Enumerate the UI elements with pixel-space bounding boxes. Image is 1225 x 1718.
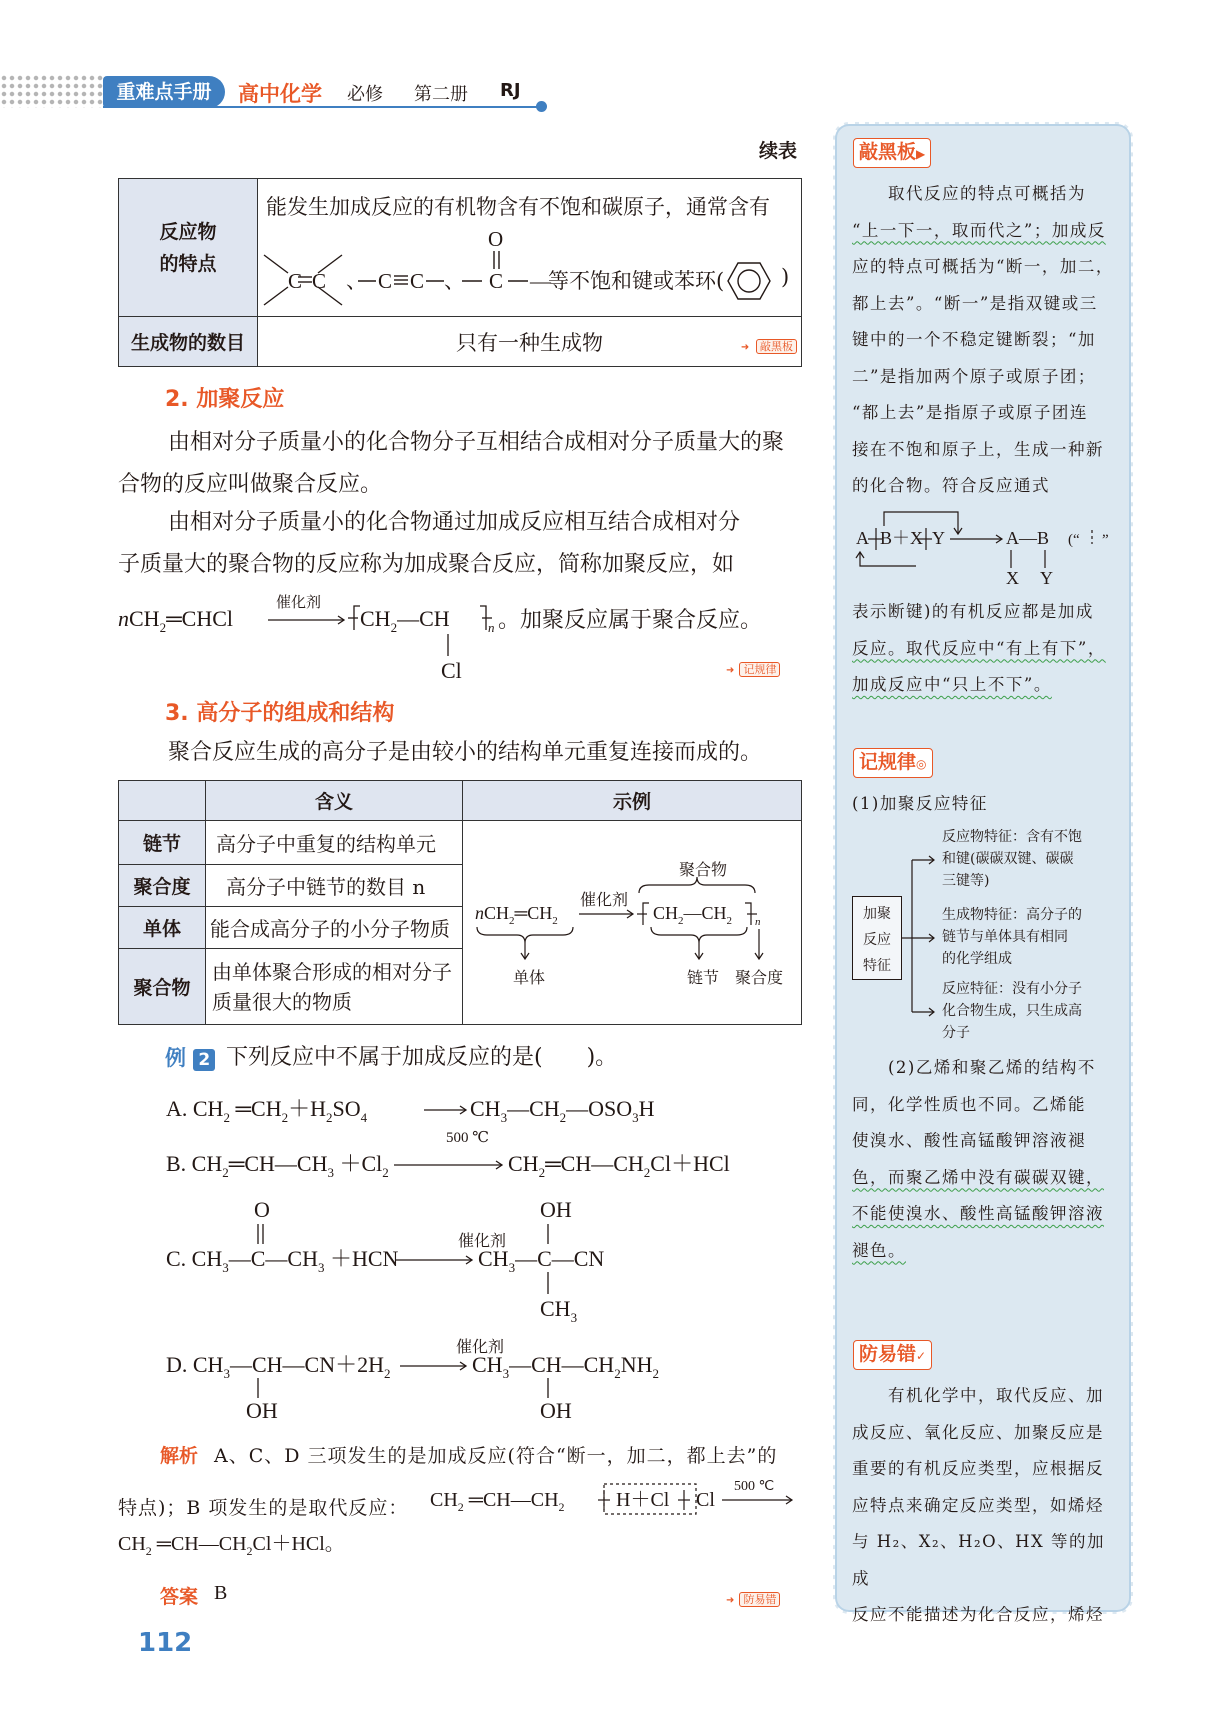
polymer-label: 聚合物 bbox=[679, 860, 728, 879]
example-word: 例 bbox=[165, 1046, 186, 1070]
svg-text:X: X bbox=[1006, 568, 1019, 588]
s2-branch-reactant bbox=[942, 826, 1120, 892]
arrow-icon: ➜ bbox=[726, 665, 735, 676]
product-count-cell bbox=[258, 317, 802, 367]
tag-label: 记规律 bbox=[739, 662, 780, 677]
svg-text:nCH2═CH2: $nCH_2═CH_2$ bbox=[475, 903, 558, 927]
svg-text:OH: OH bbox=[540, 1197, 572, 1222]
degree-label: 聚合度 bbox=[735, 968, 784, 987]
reactant-header-line1: 反应物 bbox=[159, 220, 217, 243]
sidebar-s1-text bbox=[852, 176, 1120, 505]
term-polymer-desc: 由单体聚合形成的相对分子质量很大的物质 bbox=[206, 949, 463, 1025]
example-header: 示例 bbox=[463, 781, 802, 821]
header-rule-dot bbox=[536, 101, 547, 112]
analysis-equation-part1 bbox=[428, 1476, 798, 1516]
svg-text:B＋X: B＋X bbox=[880, 528, 924, 548]
catalyst-label: 催化剂 bbox=[580, 890, 629, 909]
svg-text:CH2—CH2: $CH_2—CH_2$ bbox=[653, 903, 733, 927]
s2-sub1: (1)加聚反应特征 bbox=[852, 794, 988, 813]
s1-after-line: 反应。取代反应中“有上有下”， bbox=[852, 638, 1106, 658]
answer-value: B bbox=[214, 1582, 228, 1604]
catalyst-label-d: 催化剂 bbox=[456, 1337, 505, 1356]
section-2-tail: 。加聚反应属于聚合反应。 bbox=[498, 608, 763, 633]
analysis-label: 解析 bbox=[160, 1445, 199, 1467]
analysis-equation-part2 bbox=[118, 1524, 418, 1560]
play-icon: ▶ bbox=[916, 147, 926, 161]
s1-line: 的化合物。符合反应通式 bbox=[852, 476, 1050, 495]
section-2-para2-line2: 子质量大的聚合物的反应称为加成聚合反应，简称加聚反应，如 bbox=[118, 552, 735, 577]
svg-text:C. CH3—C—CH3 ＋HCN: C. $CH_3—C—CH_3 +HCN$ bbox=[166, 1246, 399, 1275]
svg-text:Y: Y bbox=[1040, 568, 1053, 588]
polymerization-example-diagram bbox=[463, 821, 803, 1019]
section-2-para1: 由相对分子质量小的化合物分子互相结合成相对分子质量大的聚合物的反应叫做聚合反应。 bbox=[118, 430, 785, 497]
svg-text:CH2 ═CH—CH2Cl＋HCl。: $CH_2$ $═CH—CH_2Cl+HCl$。 bbox=[118, 1533, 345, 1558]
s2-box-line: 加聚 bbox=[863, 906, 891, 922]
svg-text:A. CH2 ═CH2＋H2SO4: A. $CH_2$ $═CH_2+H_2SO_4$ bbox=[166, 1096, 368, 1125]
svg-text:CH2═CH—CH2Cl＋HCl: $CH_2═CH—CH_2Cl+HCl$ bbox=[508, 1151, 730, 1180]
s1-line: 键中的一个不稳定键断裂；“加 bbox=[852, 330, 1096, 349]
s2-line: (2)乙烯和聚乙烯的结构不 bbox=[852, 1058, 1096, 1077]
svg-text:CH2—CH: $CH_2—CH$ bbox=[360, 606, 450, 635]
s1-line: 取代反应的特点可概括为 bbox=[852, 184, 1086, 203]
s2-branch-line: 分子 bbox=[942, 1025, 970, 1041]
s2-box-line: 反应 bbox=[863, 932, 891, 948]
svg-text:500 ℃: 500 ℃ bbox=[734, 1479, 775, 1494]
svg-text:(“: (“ bbox=[1068, 532, 1080, 548]
section-3-title: 3. 高分子的组成和结构 bbox=[165, 701, 395, 726]
term-polymer: 聚合物 bbox=[119, 949, 206, 1025]
s2-line: 褪色。 bbox=[852, 1240, 906, 1260]
margin-ref-tag[interactable] bbox=[726, 1588, 780, 1607]
s2-line: 同，化学性质也不同。乙烯能 bbox=[852, 1094, 1086, 1114]
s1-line: 二”是指加两个原子或原子团； bbox=[852, 366, 1096, 386]
sidebar-title-text: 防易错 bbox=[859, 1343, 917, 1365]
sidebar-title-text: 敲黑板 bbox=[859, 141, 917, 163]
term-monomer-desc: 能合成高分子的小分子物质 bbox=[206, 907, 463, 949]
reactant-feature-close: ) bbox=[781, 265, 790, 289]
svg-text:OH: OH bbox=[246, 1398, 278, 1422]
svg-text:D. CH3—CH—CN＋2H2: D. $CH_3—CH—CN+2H_2$ bbox=[166, 1352, 391, 1381]
s2-line: 色，而聚乙烯中没有碳碳双键， bbox=[852, 1167, 1104, 1187]
s1-line: 应的特点可概括为“断一，加二， bbox=[852, 257, 1114, 276]
svg-text:nCH2═CHCl: nCH$_2$═CHCl bbox=[118, 606, 233, 635]
s1-after-line: 加成反应中“只上不下”。 bbox=[852, 675, 1052, 694]
margin-ref-tag[interactable] bbox=[741, 331, 797, 355]
tag-label: 防易错 bbox=[739, 1592, 780, 1607]
subject-title: 高中化学 bbox=[238, 82, 322, 106]
analysis-line2: 特点)；B 项发生的是取代反应： bbox=[118, 1497, 409, 1519]
example-question: 下列反应中不属于加成反应的是( )。 bbox=[226, 1045, 618, 1070]
tag-label: 敲黑板 bbox=[756, 339, 797, 354]
svg-text:B. CH2═CH—CH3 ＋Cl2: B. $CH_2═CH—CH_3 +Cl_2$ bbox=[166, 1151, 389, 1180]
reaction-feature-table bbox=[118, 178, 802, 366]
svg-text:n: n bbox=[755, 916, 761, 928]
catalyst-label-c: 催化剂 bbox=[458, 1231, 507, 1250]
reactant-feature-header bbox=[119, 179, 258, 317]
example-cell bbox=[463, 821, 802, 1025]
polymer-terms-table bbox=[118, 780, 802, 1024]
svg-text:、: 、 bbox=[444, 269, 465, 293]
s2-branch-line: 反应特征：没有小分子 bbox=[942, 981, 1082, 997]
s3-line: 与 H₂、X₂、H₂O、HX 等的加成 bbox=[852, 1532, 1106, 1588]
svg-text:A—B: A—B bbox=[1006, 528, 1050, 548]
s2-branch-line: 生成物特征：高分子的 bbox=[942, 907, 1082, 923]
s1-line: “上一下一，取而代之”；加成反 bbox=[852, 220, 1106, 240]
svg-text:C: C bbox=[378, 269, 393, 293]
svg-text:CH3: $CH_3$ bbox=[540, 1296, 578, 1325]
svg-text:O: O bbox=[254, 1197, 270, 1222]
term-chain-unit-desc: 高分子中重复的结构单元 bbox=[206, 821, 463, 865]
s2-branch-product bbox=[942, 904, 1120, 970]
svg-text:Y: Y bbox=[932, 528, 945, 548]
s1-line: “都上去”是指原子或原子团连 bbox=[852, 403, 1088, 422]
meaning-header: 含义 bbox=[206, 781, 463, 821]
svg-text:A: A bbox=[856, 528, 869, 548]
s2-branch-line: 的化学组成 bbox=[942, 951, 1012, 967]
s2-branch-reaction bbox=[942, 978, 1120, 1044]
svg-text:O: O bbox=[488, 227, 504, 251]
term-chain-unit: 链节 bbox=[119, 821, 206, 865]
svg-text:—: — bbox=[530, 269, 551, 293]
svg-text:”: ” bbox=[1102, 532, 1109, 548]
sidebar-title-jiguilv bbox=[853, 748, 933, 778]
s2-line: 使溴水、酸性高锰酸钾溶液褪 bbox=[852, 1131, 1086, 1150]
svg-text:C: C bbox=[312, 269, 327, 293]
s3-line: 反应不能描述为化合反应，烯烃 bbox=[852, 1605, 1104, 1624]
s2-branch-line: 三键等) bbox=[942, 873, 990, 889]
svg-text:Cl: Cl bbox=[441, 658, 462, 682]
s1-line: 都上去”。“断一”是指双键或三 bbox=[852, 293, 1098, 313]
condition-500c: 500 ℃ bbox=[446, 1130, 490, 1146]
svg-text:CH3—CH—CH2NH2: $CH_3—CH—CH_2NH_2$ bbox=[472, 1352, 659, 1381]
s2-bracket-arrows bbox=[902, 838, 942, 1038]
s2-branch-line: 链节与单体具有相同 bbox=[942, 929, 1068, 945]
answer-label: 答案 bbox=[160, 1586, 199, 1608]
monomer-label: 单体 bbox=[513, 968, 546, 987]
target-icon: ◎ bbox=[916, 757, 927, 771]
edition-label: RJ bbox=[500, 80, 521, 101]
svg-text:H＋Cl: H＋Cl bbox=[616, 1489, 670, 1511]
volume-label: 必修 bbox=[347, 84, 383, 105]
svg-text:C: C bbox=[288, 269, 303, 293]
example-label bbox=[165, 1042, 215, 1072]
page-number: 112 bbox=[138, 1628, 193, 1658]
term-degree: 聚合度 bbox=[119, 865, 206, 907]
svg-text:n: n bbox=[488, 620, 495, 635]
sidebar-title-fangyicuo bbox=[853, 1340, 932, 1370]
section-2-title: 2. 加聚反应 bbox=[165, 387, 285, 412]
sidebar-title-qiaoheiban bbox=[853, 138, 931, 168]
svg-text:Cl: Cl bbox=[696, 1489, 715, 1511]
s2-sub2 bbox=[852, 1050, 1120, 1269]
example-number: 2 bbox=[193, 1049, 215, 1071]
series-badge: 重难点手册 bbox=[103, 76, 225, 108]
reactant-header-line2: 的特点 bbox=[159, 252, 217, 275]
s2-concept-box bbox=[852, 896, 902, 980]
header-rule bbox=[103, 106, 541, 108]
arrow-icon: ➜ bbox=[726, 1595, 735, 1606]
book-label: 第二册 bbox=[414, 84, 468, 105]
header-dot-pattern bbox=[0, 74, 103, 108]
svg-text:CH3—C—CN: $CH_3—C—CN$ bbox=[478, 1246, 605, 1275]
svg-text:C: C bbox=[489, 269, 504, 293]
catalyst-label: 催化剂 bbox=[276, 593, 322, 611]
s3-line: 重要的有机反应类型，应根据反 bbox=[852, 1459, 1104, 1478]
addition-general-formula bbox=[852, 506, 1120, 590]
section-2-para2-line1: 由相对分子质量小的化合物通过加成反应相互结合成相对分 bbox=[168, 510, 741, 535]
s1-line: 接在不饱和原子上，生成一种新 bbox=[852, 439, 1104, 459]
s3-line: 成反应、氧化反应、加聚反应是 bbox=[852, 1422, 1104, 1442]
check-icon: ✓ bbox=[916, 1349, 927, 1363]
reactant-feature-cell bbox=[258, 179, 802, 317]
term-monomer: 单体 bbox=[119, 907, 206, 949]
reactant-feature-text: 能发生加成反应的有机物含有不饱和碳原子，通常含有 bbox=[266, 195, 770, 219]
s1-after-line: 表示断键)的有机反应都是加成 bbox=[852, 602, 1094, 621]
product-count-header: 生成物的数目 bbox=[119, 317, 258, 367]
continued-label: 续表 bbox=[759, 140, 798, 162]
margin-ref-tag[interactable] bbox=[726, 658, 780, 677]
s2-branch-line: 和键(碳碳双键、碳碳 bbox=[942, 851, 1074, 867]
sidebar-title-text: 记规律 bbox=[859, 751, 917, 773]
arrow-icon: ➜ bbox=[740, 342, 750, 353]
term-degree-desc: 高分子中链节的数目 n bbox=[206, 865, 463, 907]
s2-branch-line: 化合物生成，只生成高 bbox=[942, 1003, 1082, 1019]
s2-branch-line: 反应物特征：含有不饱 bbox=[942, 829, 1082, 845]
sidebar-s1-after bbox=[852, 594, 1120, 704]
s2-line: 不能使溴水、酸性高锰酸钾溶液 bbox=[852, 1204, 1104, 1223]
section-3-para: 聚合反应生成的高分子是由较小的结构单元重复连接而成的。 bbox=[168, 740, 763, 765]
svg-text:C: C bbox=[410, 269, 425, 293]
s3-line: 有机化学中，取代反应、加 bbox=[852, 1386, 1104, 1405]
product-count-text: 只有一种生成物 bbox=[456, 330, 603, 355]
svg-text:、: 、 bbox=[346, 269, 367, 293]
svg-text:OH: OH bbox=[540, 1398, 572, 1422]
svg-text:CH3—CH2—OSO3H: $CH_3—CH_2—OSO_3H$ bbox=[470, 1096, 655, 1125]
svg-text:CH2 ═CH—CH2: $CH_2$ $═CH—CH_2$ bbox=[430, 1489, 565, 1514]
chain-unit-label: 链节 bbox=[687, 968, 720, 987]
addition-polymerization-equation bbox=[118, 590, 798, 682]
analysis-line1: A、C、D 三项发生的是加成反应(符合“断一，加二，都上去”的 bbox=[214, 1445, 778, 1467]
s3-line: 应特点来确定反应类型，如烯烃 bbox=[852, 1495, 1104, 1515]
corner-cell bbox=[119, 781, 206, 821]
sidebar-s3-text bbox=[852, 1378, 1120, 1634]
reactant-feature-tail: 等不饱和键或苯环( bbox=[548, 269, 725, 293]
s2-box-line: 特征 bbox=[863, 958, 891, 974]
